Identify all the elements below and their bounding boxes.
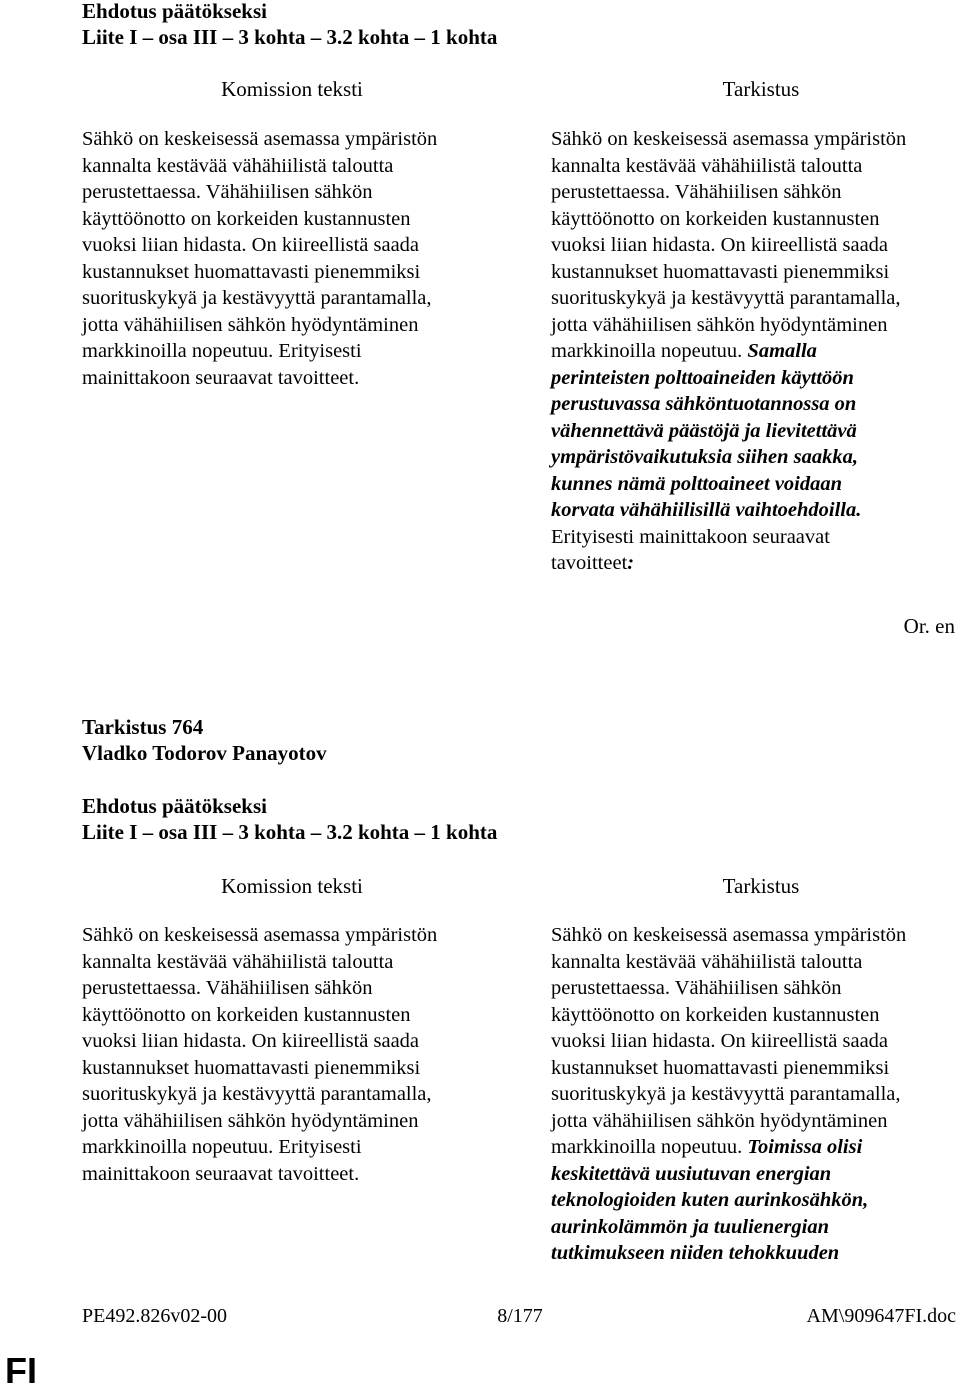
text-line: jotta vähähiilisen sähkön hyödyntäminen bbox=[551, 313, 888, 336]
added-text-line: perinteisten polttoaineiden käyttöön bbox=[551, 366, 854, 389]
text-line bbox=[551, 338, 960, 365]
plain-text: tavoitteet bbox=[551, 552, 628, 574]
added-text-line: aurinkolämmön ja tuulienergian bbox=[551, 1215, 829, 1238]
added-text: Toimissa olisi bbox=[747, 1136, 863, 1158]
text-line: Sähkö on keskeisessä asemassa ympäristön bbox=[551, 924, 907, 946]
amendment-number: 764 bbox=[171, 715, 204, 739]
added-text-line: tutkimukseen niiden tehokkuuden bbox=[551, 1242, 840, 1264]
amendment-reference: Liite I – osa III – 3 kohta – 3.2 kohta – 1 kohta bbox=[82, 820, 498, 844]
text-line: kannalta kestävää vähähiilistä taloutta bbox=[551, 154, 863, 177]
text-line: kustannukset huomattavasti pienemmiksi bbox=[82, 260, 421, 283]
text-line: kannalta kestävää vähähiilistä taloutta bbox=[551, 950, 863, 973]
text-line: perustettaessa. Vähähiilisen sähkön bbox=[82, 181, 373, 203]
text-line: kannalta kestävää vähähiilistä taloutta bbox=[82, 154, 394, 177]
language-code: FI bbox=[5, 1350, 37, 1391]
text-line: kustannukset huomattavasti pienemmiksi bbox=[551, 260, 890, 283]
text-line: kannalta kestävää vähähiilistä taloutta bbox=[82, 950, 394, 973]
text-line: jotta vähähiilisen sähkön hyödyntäminen bbox=[82, 313, 419, 336]
text-line: vuoksi liian hidasta. On kiireellistä saada bbox=[551, 234, 889, 256]
text-line: Sähkö on keskeisessä asemassa ympäristön bbox=[551, 128, 907, 150]
text-line: vuoksi liian hidasta. On kiireellistä saada bbox=[82, 234, 420, 256]
amendment-heading: Tarkistus bbox=[722, 874, 800, 898]
amendment-reference: Liite I – osa III – 3 kohta – 3.2 kohta – 1 kohta bbox=[82, 25, 498, 49]
commission-text-paragraph bbox=[82, 126, 502, 391]
text-line: suorituskykyä ja kestävyyttä parantamalla, bbox=[82, 287, 432, 309]
added-text-line: kunnes nämä polttoaineet voidaan bbox=[551, 472, 843, 495]
original-language: Or. en bbox=[903, 614, 955, 638]
text-line: Erityisesti mainittakoon seuraavat bbox=[551, 525, 830, 548]
footer-doc-ref: PE492.826v02-00 bbox=[82, 1305, 227, 1327]
commission-text-heading: Komission teksti bbox=[221, 874, 363, 898]
text-line: jotta vähähiilisen sähkön hyödyntäminen bbox=[551, 1109, 888, 1132]
commission-text-paragraph bbox=[82, 922, 502, 1187]
amendment-number-heading bbox=[82, 714, 203, 740]
text-line: perustettaessa. Vähähiilisen sähkön bbox=[551, 977, 842, 999]
commission-text-heading: Komission teksti bbox=[221, 77, 363, 101]
text-line: vuoksi liian hidasta. On kiireellistä saada bbox=[551, 1030, 889, 1052]
text-line: markkinoilla nopeutuu. Erityisesti bbox=[82, 340, 362, 362]
amendment-paragraph bbox=[551, 922, 960, 1267]
added-text-line: perustuvassa sähköntuotannossa on bbox=[551, 393, 857, 415]
text-line: suorituskykyä ja kestävyyttä parantamalla, bbox=[82, 1083, 432, 1105]
footer-file-name: AM\909647FI.doc bbox=[806, 1305, 956, 1327]
plain-text: markkinoilla nopeutuu. bbox=[551, 1136, 748, 1158]
added-text: : bbox=[627, 552, 635, 574]
added-text-line: vähennettävä päästöjä ja lievitettävä bbox=[551, 419, 857, 442]
text-line: käyttöönotto on korkeiden kustannusten bbox=[551, 1003, 880, 1026]
text-line: käyttöönotto on korkeiden kustannusten bbox=[551, 207, 880, 230]
text-line: kustannukset huomattavasti pienemmiksi bbox=[82, 1056, 421, 1079]
proposal-label: Ehdotus päätökseksi bbox=[82, 0, 267, 23]
added-text: Samalla bbox=[747, 340, 817, 362]
text-line: suorituskykyä ja kestävyyttä parantamalla, bbox=[551, 1083, 901, 1105]
text-line: jotta vähähiilisen sähkön hyödyntäminen bbox=[82, 1109, 419, 1132]
text-line: mainittakoon seuraavat tavoitteet. bbox=[82, 366, 360, 389]
text-line: suorituskykyä ja kestävyyttä parantamalla, bbox=[551, 287, 901, 309]
text-line bbox=[551, 550, 960, 577]
added-text-line: keskitettävä uusiutuvan energian bbox=[551, 1162, 832, 1185]
added-text-line: teknologioiden kuten aurinkosähkön, bbox=[551, 1189, 869, 1211]
text-line: käyttöönotto on korkeiden kustannusten bbox=[82, 207, 411, 230]
added-text-line: korvata vähähiilisillä vaihtoehdoilla. bbox=[551, 499, 862, 521]
amendment-paragraph bbox=[551, 126, 960, 577]
text-line: Sähkö on keskeisessä asemassa ympäristön bbox=[82, 128, 438, 150]
footer-page-number: 8/177 bbox=[497, 1305, 543, 1327]
text-line: mainittakoon seuraavat tavoitteet. bbox=[82, 1162, 360, 1185]
text-line: Sähkö on keskeisessä asemassa ympäristön bbox=[82, 924, 438, 946]
text-line: kustannukset huomattavasti pienemmiksi bbox=[551, 1056, 890, 1079]
text-line bbox=[551, 1134, 960, 1161]
plain-text: markkinoilla nopeutuu. bbox=[551, 340, 748, 362]
amendment-heading: Tarkistus bbox=[722, 77, 800, 101]
text-line: perustettaessa. Vähähiilisen sähkön bbox=[551, 181, 842, 203]
text-line: vuoksi liian hidasta. On kiireellistä saada bbox=[82, 1030, 420, 1052]
text-line: perustettaessa. Vähähiilisen sähkön bbox=[82, 977, 373, 999]
proposal-label: Ehdotus päätökseksi bbox=[82, 794, 267, 818]
added-text-line: ympäristövaikutuksia siihen saakka, bbox=[551, 446, 858, 468]
amendment-number-label: Tarkistus bbox=[82, 715, 167, 739]
text-line: käyttöönotto on korkeiden kustannusten bbox=[82, 1003, 411, 1026]
amendment-author: Vladko Todorov Panayotov bbox=[82, 741, 327, 765]
text-line: markkinoilla nopeutuu. Erityisesti bbox=[82, 1136, 362, 1158]
